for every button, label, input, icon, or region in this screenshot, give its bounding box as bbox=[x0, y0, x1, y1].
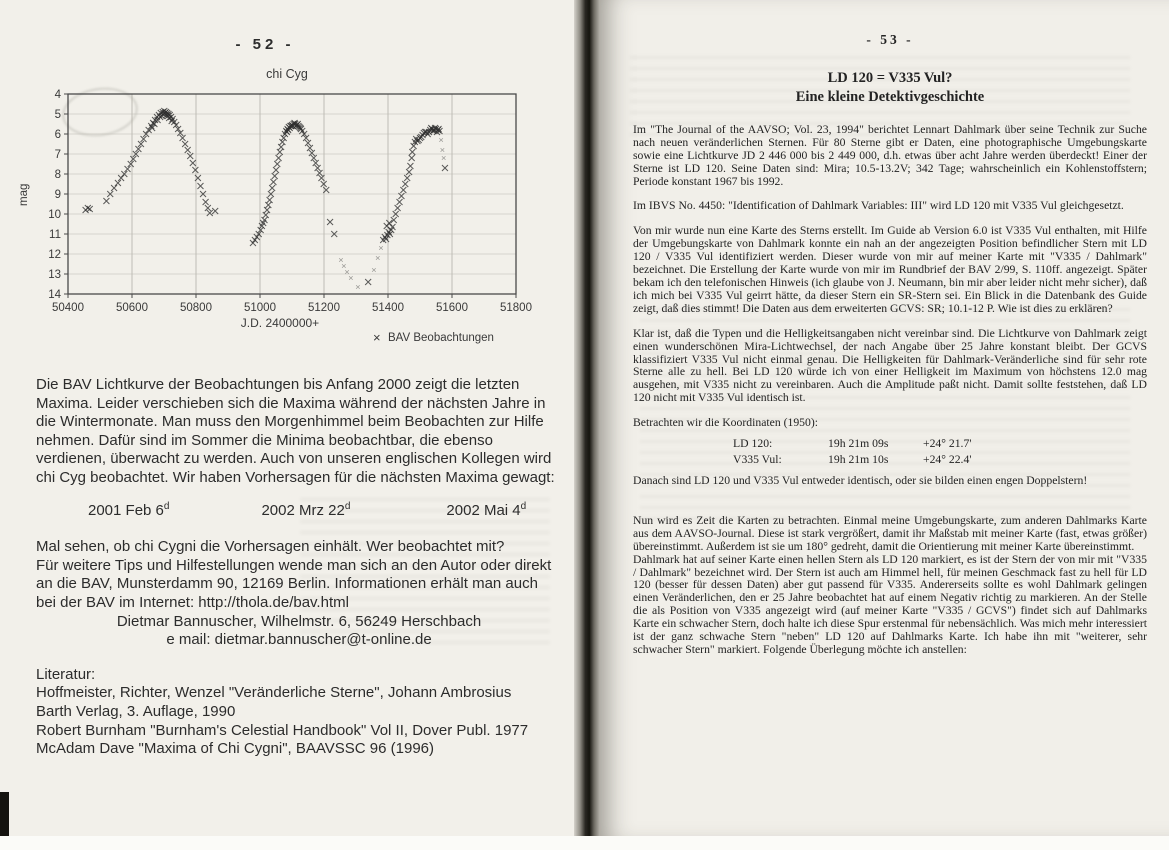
literature-list bbox=[36, 666, 562, 759]
svg-text:51200: 51200 bbox=[308, 302, 340, 314]
article-paragraph: Von mir wurde nun eine Karte des Sterns erstellt. Im Guide ab Version 6.0 ist V335 Vul enthalten, mit Hilfe der Umgebungskarte von Dahlmark konnte ein nah an der angezeigten Position befindlicher Stern mit LD 120 / V335 Vul identifiziert werden. Dieser wurde von mir auf meiner Karte mit "V335 / Dahlmark" bezeichnet. Die Erstellung der Karte wurde von mir im Rundbrief der BAV 2/99, S. 110ff. angezeigt. Später bekam ich den telefonischen Hinweis (ich glaube von J. Neumann, bin mir aber leider nicht mehr sicher), daß ich mich bei V335 Vul geirrt hätte, da dieser Stern ein SR-Stern sei. Ein Blick in die Datenbank des Guide zeigt, daß dies stimmt! Die Daten aus dem erweiterten GCVS: SR; 10.1-12 P. Wie ist dies zu erklären? bbox=[633, 224, 1147, 315]
svg-text:J.D. 2400000+: J.D. 2400000+ bbox=[240, 316, 320, 330]
svg-text:chi Cyg: chi Cyg bbox=[266, 67, 308, 81]
svg-text:11: 11 bbox=[49, 229, 61, 241]
maps-paragraphs bbox=[633, 515, 1147, 657]
article-paragraph: Im IBVS No. 4450: "Identification of Dahlmark Variables: III" wird LD 120 mit V335 Vul gleichgesetzt. bbox=[633, 199, 1124, 213]
chart-svg bbox=[15, 58, 560, 358]
svg-text:12: 12 bbox=[48, 249, 61, 261]
conclusion-paragraph: Danach sind LD 120 und V335 Vul entweder identisch, oder sie bilden einen engen Doppelstern! bbox=[633, 474, 1088, 488]
svg-text:×: × bbox=[373, 330, 381, 345]
svg-text:50400: 50400 bbox=[52, 302, 84, 314]
prediction-date: 2002 Mai 4$^d$ bbox=[446, 500, 527, 519]
literature-line: Literatur: bbox=[36, 665, 96, 683]
coordinates-intro: Betrachten wir die Koordinaten (1950): bbox=[633, 416, 818, 430]
svg-text:51400: 51400 bbox=[372, 302, 404, 314]
svg-text:51000: 51000 bbox=[244, 302, 276, 314]
article-paragraph: Im "The Journal of the AAVSO; Vol. 23, 1994" berichtet Lennart Dahlmark über seine Technik zur Suche nach neuen veränderlichen Sternen. Für 80 Sterne gibt er Daten, eine photographische Umgebungskarte sowie eine Lichtkurve JD 2 446 000 bis 2 449 000, d.h. etwas über acht Jahre werden überdeckt! Einer der Sterne ist LD 120. Seine Daten sind: Mira; 10.5-13.2V; 342 Tage; wahrscheinlich ein Kohlenstoffstern; Periode konstant 1967 bis 1992. bbox=[633, 122, 1147, 188]
svg-text:9: 9 bbox=[54, 189, 61, 201]
maps-paragraph: Dahlmark hat auf seiner Karte einen hellen Stern als LD 120 markiert, es ist der Stern der von mir mit "V335 / Dahlmark" bezeichnet wird. Der Stern ist auch am Himmel hell, für meinen Geschmack fast zu hell für LD 120 (besser für dessen Daten) aber gut passend für V335. Andererseits sollte es wohl Dahlmark gelingen einen Veränderlichen, den er 25 Jahre beobachtet hat auf einem Negativ richtig zu markieren. An der Stelle die als Position von V335 angezeigt wird (auf meiner Karte "V335 / GCVS") findet sich auf Dahlmarks Karte ein schwacher Stern, doch halte ich diese Spur erstenmal für nebensächlich. Was mich mehr interessiert ist der ganz schwache Stern "neben" LD 120 auf Dahlmarks Karte. Ich habe ihn mit "weiterer, sehr schwacher Stern" markiert. Folgende Überlegung möchte ich anstellen: bbox=[633, 552, 1147, 656]
svg-text:8: 8 bbox=[54, 169, 61, 181]
article-title bbox=[633, 69, 1147, 107]
literature-line: Robert Burnham "Burnham's Celestial Handbook" Vol II, Dover Publ. 1977 bbox=[36, 721, 529, 739]
coordinate-row: V335 Vul: 19h 21m 10s +24° 22.4' bbox=[733, 452, 972, 466]
maxima-predictions bbox=[36, 498, 562, 521]
intro-paragraph: Die BAV Lichtkurve der Beobachtungen bis Anfang 2000 zeigt die letzten Maxima. Leider verschieben sich die Maxima während der nächsten Jahre in die Wintermonate. Man muss den Morgenhimmel beim Beobachten zur Hilfe nehmen. Dafür sind im Sommer die Minima beobachtbar, die ebenso verdienen, überwacht zu werden. Auch von unseren englischen Kollegen wird chi Cyg beobachtet. Wir haben Vorhersagen für die nächsten Maxima gewagt: bbox=[36, 376, 555, 486]
literature-line: Hoffmeister, Richter, Wenzel "Veränderliche Sterne", Johann Ambrosius bbox=[36, 684, 512, 702]
coordinate-row: LD 120: 19h 21m 09s +24° 21.7' bbox=[733, 437, 972, 451]
prediction-date: 2002 Mrz 22$^d$ bbox=[261, 500, 351, 519]
page-number-right: - 53 - bbox=[866, 32, 914, 47]
page-52 bbox=[0, 0, 578, 836]
left-text-column bbox=[36, 376, 562, 759]
svg-text:BAV Beobachtungen: BAV Beobachtungen bbox=[388, 332, 494, 344]
prediction-date: 2001 Feb 6$^d$ bbox=[88, 500, 170, 519]
article-title-line1: LD 120 = V335 Vul? bbox=[827, 69, 953, 86]
article-title-line2: Eine kleine Detektivgeschichte bbox=[795, 88, 985, 105]
svg-text:51800: 51800 bbox=[500, 302, 532, 314]
svg-text:4: 4 bbox=[54, 89, 61, 101]
literature-line: McAdam Dave "Maxima of Chi Cygni", BAAVSSC 96 (1996) bbox=[36, 740, 435, 758]
article-paragraph: Klar ist, daß die Typen und die Helligkeitsangaben nicht vereinbar sind. Die Lichtkurve von Dahlmark zeigt einen wunderschönen Mira-Lichtwechsel, der nach Angabe über 25 Jahre konstant bleibt. Der GCVS klassifiziert V335 Vul nicht einmal genau. Die Helligkeiten für Dahlmark-Veränderliche sind für sehr rote Sterne alle zu hell. Bei LD 120 würde ich von einer Helligkeit im Maximum von höchstens 12.0 mag ausgehen, mit V335 nicht zu vereinbaren. Auch die Amplitude paßt nicht. Damit sollte feststehen, daß LD 120 nicht mit V335 Vul identisch ist. bbox=[633, 326, 1147, 405]
coordinates-table bbox=[633, 436, 1147, 467]
literature-line: Barth Verlag, 3. Auflage, 1990 bbox=[36, 702, 236, 720]
page-number-left: - 52 - bbox=[235, 36, 295, 53]
author-line: Dietmar Bannuscher, Wilhelmstr. 6, 56249 Herschbach bbox=[116, 612, 482, 630]
email-line: e mail: dietmar.bannuscher@t-online.de bbox=[166, 631, 432, 649]
svg-text:51600: 51600 bbox=[436, 302, 468, 314]
right-text-column bbox=[633, 34, 1147, 657]
light-curve-chart bbox=[15, 58, 560, 363]
svg-text:14: 14 bbox=[48, 289, 61, 301]
scan-edge-mark bbox=[0, 792, 9, 836]
contact-paragraph: Für weitere Tips und Hilfestellungen wende man sich an den Autor oder direkt an die BAV, Munsterdamm 90, 12169 Berlin. Informationen erhält man auch bei der BAV im Internet: http://thola.de/bav.html bbox=[36, 556, 552, 611]
svg-text:5: 5 bbox=[54, 109, 61, 121]
svg-text:50600: 50600 bbox=[116, 302, 148, 314]
book-spine-gutter bbox=[574, 0, 602, 836]
svg-text:7: 7 bbox=[54, 149, 61, 161]
svg-text:50800: 50800 bbox=[180, 302, 212, 314]
svg-text:13: 13 bbox=[48, 269, 61, 281]
maps-paragraph: Nun wird es Zeit die Karten zu betrachten. Einmal meine Umgebungskarte, zum anderen Dahlmarks Karte aus dem AAVSO-Journal. Diese ist stark vergrößert, damit ihr Maßstab mit meiner Karte (fast, etwas größer) übereinstimmt. Außerdem ist sie um 180° gedreht, damit die Orientierung mit meiner Karte übereinstimmt. bbox=[633, 513, 1147, 553]
question-line: Mal sehen, ob chi Cygni die Vorhersagen einhält. Wer beobachtet mit? bbox=[36, 538, 505, 556]
article-paragraphs bbox=[633, 124, 1147, 405]
svg-text:6: 6 bbox=[54, 129, 61, 141]
svg-text:mag: mag bbox=[18, 183, 30, 206]
svg-text:10: 10 bbox=[48, 209, 61, 221]
